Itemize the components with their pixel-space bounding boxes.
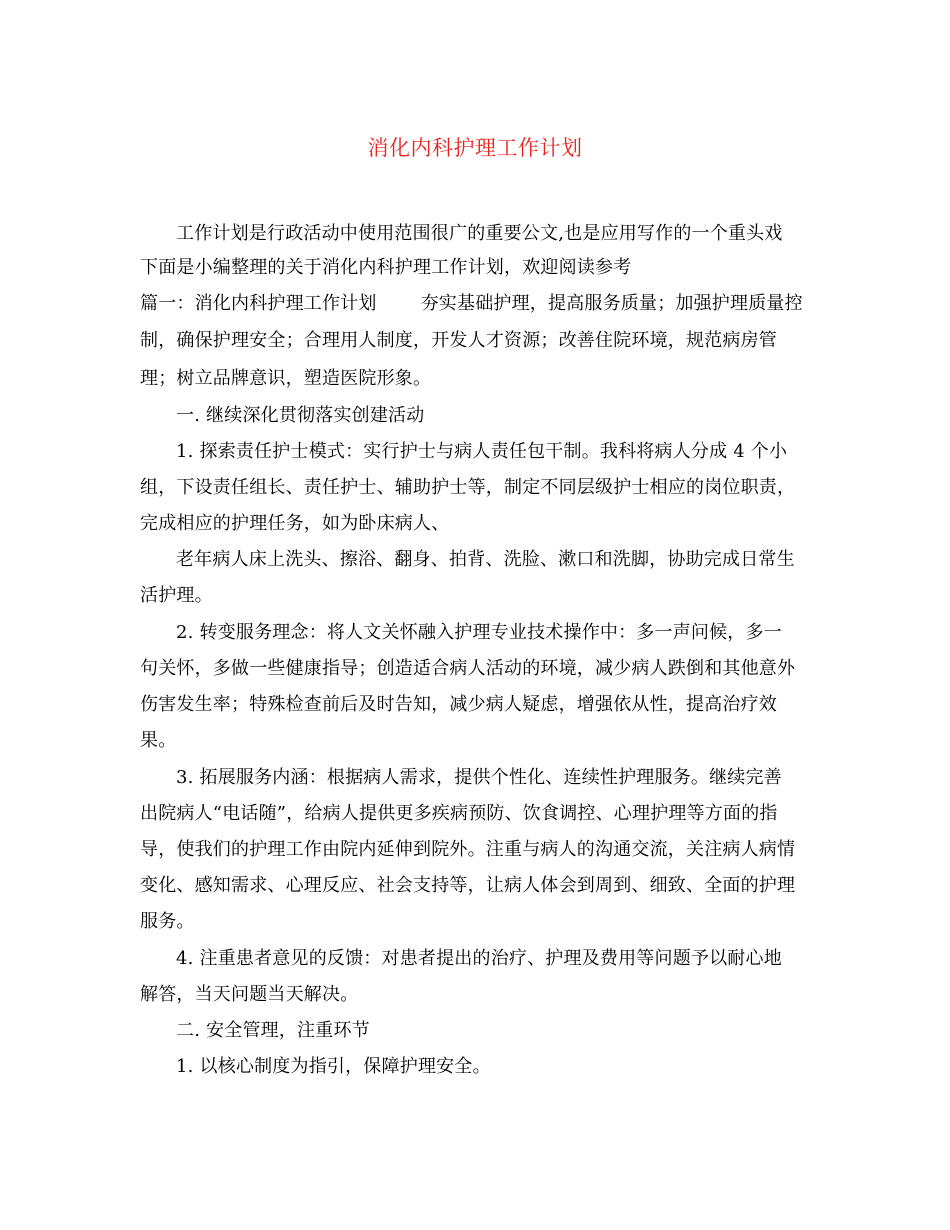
document-title: 消化内科护理工作计划 xyxy=(367,136,583,160)
paragraph-line: 理；树立品牌意识，塑造医院形象。 xyxy=(140,368,432,389)
paragraph-line: 4. 注重患者意见的反馈：对患者提出的治疗、护理及费用等问题予以耐心地 xyxy=(176,948,782,969)
paragraph-line: 果。 xyxy=(140,730,177,751)
paragraph-line: 活护理。 xyxy=(140,585,213,606)
paragraph-line: 工作计划是行政活动中使用范围很广的重要公文,也是应用写作的一个重头戏 xyxy=(176,223,783,244)
paragraph-line: 句关怀，多做一些健康指导；创造适合病人活动的环境，减少病人跌倒和其他意外 xyxy=(140,658,796,679)
paragraph-line: 完成相应的护理任务，如为卧床病人、 xyxy=(140,513,450,534)
paragraph-line: 1. 探索责任护士模式：实行护士与病人责任包干制。我科将病人分成 4 个小 xyxy=(176,441,788,462)
paragraph-line: 老年病人床上洗头、擦浴、翻身、拍背、洗脸、漱口和洗脚，协助完成日常生 xyxy=(176,549,795,570)
paragraph-line-combined xyxy=(140,289,803,319)
paragraph-line: 1. 以核心制度为指引，保障护理安全。 xyxy=(176,1056,491,1077)
paragraph-line: 组，下设责任组长、责任护士、辅助护士等，制定不同层级护士相应的岗位职责， xyxy=(140,477,796,498)
paragraph-line: 导，使我们的护理工作由院内延伸到院外。注重与病人的沟通交流，关注病人病情 xyxy=(140,839,796,860)
paragraph-line: 2. 转变服务理念：将人文关怀融入护理专业技术操作中：多一声问候，多一 xyxy=(176,622,782,643)
paragraph-line: 变化、感知需求、心理反应、社会支持等，让病人体会到周到、细致、全面的护理 xyxy=(140,875,796,896)
paragraph-text: 夯实基础护理，提高服务质量；加强护理质量控 xyxy=(420,293,803,314)
paragraph-line: 制，确保护理安全；合理用人制度，开发人才资源；改善住院环境，规范病房管 xyxy=(140,330,777,351)
section-heading-1: 一. 继续深化贯彻落实创建活动 xyxy=(176,405,425,426)
paragraph-line: 伤害发生率；特殊检查前后及时告知，减少病人疑虑，增强依从性，提高治疗效 xyxy=(140,694,777,715)
paragraph-line: 3. 拓展服务内涵：根据病人需求，提供个性化、连续性护理服务。继续完善 xyxy=(176,767,782,788)
paragraph-line: 服务。 xyxy=(140,911,195,932)
section-heading: 篇一：消化内科护理工作计划 xyxy=(140,293,377,314)
section-heading-2: 二. 安全管理，注重环节 xyxy=(176,1020,370,1041)
paragraph-line: 解答，当天问题当天解决。 xyxy=(140,984,359,1005)
paragraph-line: 出院病人“电话随”，给病人提供更多疾病预防、饮食调控、心理护理等方面的指 xyxy=(140,803,778,824)
paragraph-line: 下面是小编整理的关于消化内科护理工作计划，欢迎阅读参考 xyxy=(140,257,632,278)
